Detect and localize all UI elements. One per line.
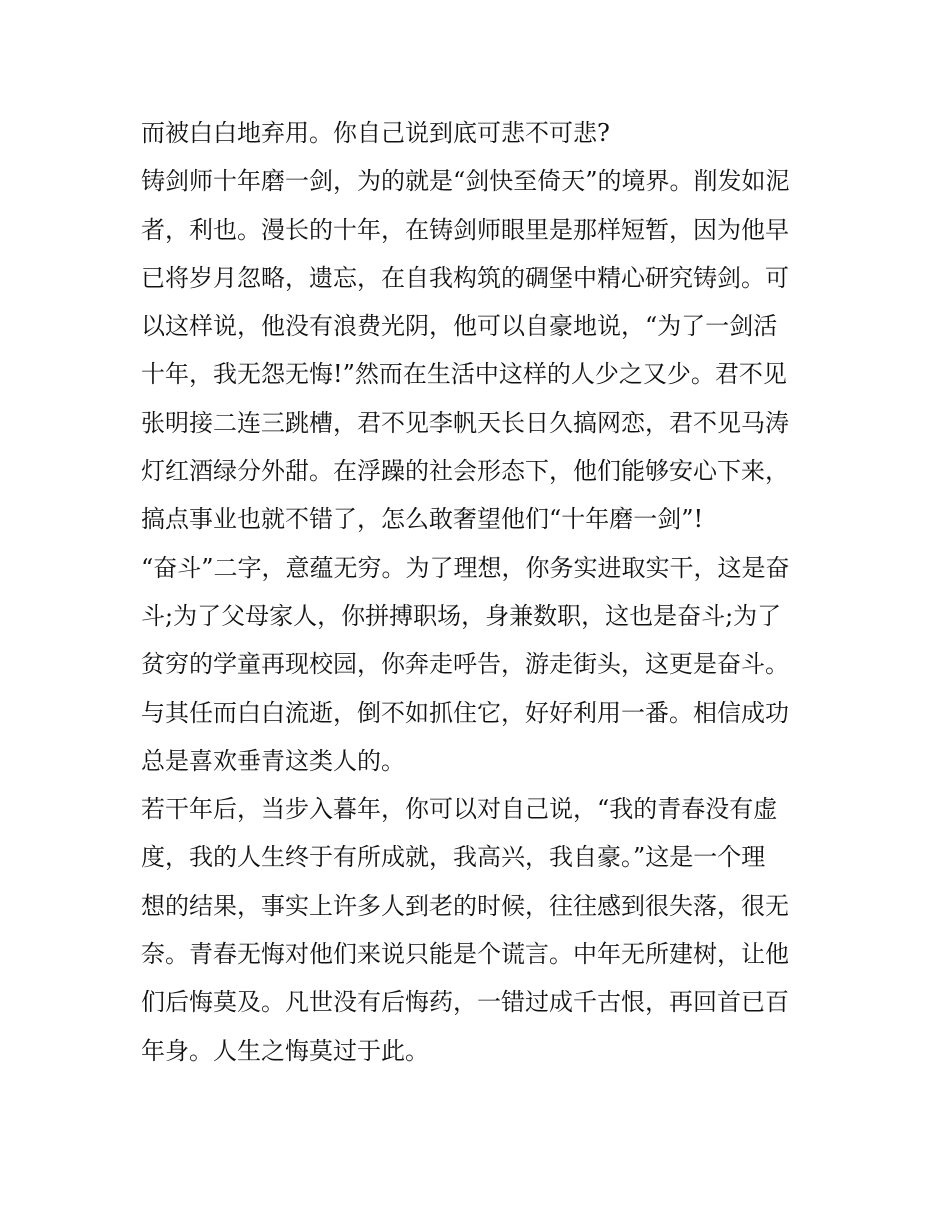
text-line: 以这样说，他没有浪费光阴，他可以自豪地说，“为了一剑活 — [141, 312, 778, 341]
text-line: 总是喜欢垂青这类人的。 — [141, 746, 405, 775]
text-line: 者，利也。漫长的十年，在铸剑师眼里是那样短暂，因为他早 — [141, 215, 789, 244]
text-line: 奈。青春无悔对他们来说只能是个谎言。中年无所建树，让他 — [141, 940, 789, 969]
text-line: 若干年后，当步入暮年，你可以对自己说，“我的青春没有虚 — [141, 795, 778, 824]
text-line: 贫穷的学童再现校园，你奔走呼告，游走街头，这更是奋斗。 — [141, 650, 789, 679]
essay-text — [141, 109, 821, 1075]
text-line: 十年，我无怨无悔!”然而在生活中这样的人少之又少。君不见 — [141, 360, 787, 389]
text-line: 而被白白地弃用。你自己说到底可悲不可悲? — [141, 119, 610, 147]
text-line: 想的结果，事实上许多人到老的时候，往往感到很失落，很无 — [141, 891, 789, 920]
text-line: 灯红酒绿分外甜。在浮躁的社会形态下，他们能够安心下来， — [141, 457, 789, 486]
text-line: 度，我的人生终于有所成就，我高兴，我自豪。”这是一个理 — [141, 843, 766, 872]
text-line: 张明接二连三跳槽，君不见李帆天长日久搞网恋，君不见马涛 — [141, 408, 789, 437]
text-line: 搞点事业也就不错了，怎么敢奢望他们“十年磨一剑”! — [141, 505, 704, 534]
text-line: 斗;为了父母家人，你拼搏职场，身兼数职，这也是奋斗;为了 — [141, 601, 782, 630]
text-line: “奋斗”二字，意蕴无穷。为了理想，你务实进取实干，这是奋 — [141, 553, 790, 582]
text-line: 年身。人生之悔莫过于此。 — [141, 1036, 429, 1065]
text-line: 铸剑师十年磨一剑，为的就是“剑快至倚天”的境界。削发如泥 — [141, 167, 790, 196]
text-line: 已将岁月忽略，遗忘，在自我构筑的碉堡中精心研究铸剑。可 — [141, 263, 789, 292]
text-line: 们后悔莫及。凡世没有后悔药，一错过成千古恨，再回首已百 — [141, 988, 789, 1017]
text-line: 与其任而白白流逝，倒不如抓住它，好好利用一番。相信成功 — [141, 698, 789, 727]
